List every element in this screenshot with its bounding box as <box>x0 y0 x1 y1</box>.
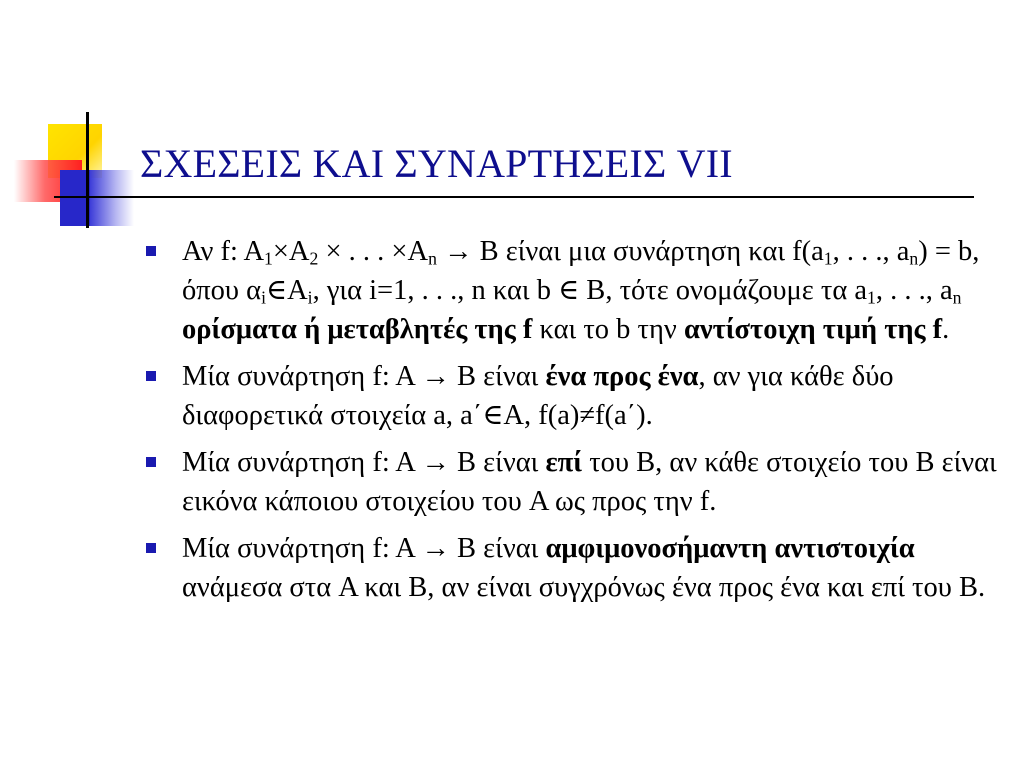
text-run: . <box>942 314 950 345</box>
subscript: 1 <box>264 248 273 269</box>
text-run: ) = b, όπου α <box>182 236 980 306</box>
text-run: και το b την <box>532 314 684 345</box>
text-run: , για i=1, . . ., n και b ∈ B, τότε ονομάζουμε τα a <box>312 275 868 306</box>
bold-term-one-to-one: ένα προς ένα <box>545 361 699 392</box>
subscript: i <box>261 287 266 308</box>
text-run: ×A <box>272 236 310 267</box>
bullet-square-icon <box>146 543 156 553</box>
bullet-square-icon <box>146 246 156 256</box>
text-run: του B, αν κάθε στοιχείο του B είναι εικόνα κάποιου στοιχείου του A ως προς την f. <box>182 447 997 517</box>
bullet-item-function-arguments <box>140 232 1010 349</box>
text-run: ∈A <box>265 275 308 306</box>
text-run: Μία συνάρτηση f: A → B είναι <box>182 447 546 478</box>
bullet-square-icon <box>146 371 156 381</box>
bold-term-arguments: ορίσματα ή μεταβλητές της f <box>182 314 533 345</box>
text-run: , αν για κάθε δύο διαφορετικά στοιχεία a, a΄∈A, f(a)≠f(a΄). <box>182 361 894 431</box>
bold-term-onto: επί <box>545 447 583 478</box>
subscript: 1 <box>823 248 833 269</box>
subscript: n <box>952 287 962 308</box>
decor-vertical-line <box>86 112 89 228</box>
bold-term-value: αντίστοιχη τιμή της f <box>683 314 943 345</box>
text-run: × . . . ×A <box>318 236 429 267</box>
subscript: 2 <box>309 248 319 269</box>
text-run: ανάμεσα στα A και B, αν είναι συγχρόνως ένα προς ένα και επί του B. <box>182 572 986 603</box>
bullet-square-icon <box>146 457 156 467</box>
slide-title: ΣΧΕΣΕΙΣ ΚΑΙ ΣΥΝΑΡΤΗΣΕΙΣ VII <box>140 141 733 186</box>
subscript: 1 <box>867 287 876 308</box>
text-run: Μία συνάρτηση f: A → B είναι <box>182 361 546 392</box>
text-run: , . . ., a <box>875 275 953 306</box>
subscript: i <box>307 287 313 308</box>
bold-term-bijection: αμφιμονοσήμαντη αντιστοιχία <box>545 533 915 564</box>
subscript: n <box>428 248 437 269</box>
text-run: , . . ., a <box>832 236 910 267</box>
slide-body <box>140 232 1010 615</box>
subscript: n <box>909 248 919 269</box>
text-run: → B είναι μια συνάρτηση και f(a <box>436 236 824 267</box>
title-underline <box>54 196 974 198</box>
bullet-item-bijection <box>140 529 1010 607</box>
bullet-item-one-to-one <box>140 357 1010 435</box>
bullet-item-onto <box>140 443 1010 521</box>
text-run: Αν f: A <box>182 236 265 267</box>
text-run: Μία συνάρτηση f: A → B είναι <box>182 533 546 564</box>
